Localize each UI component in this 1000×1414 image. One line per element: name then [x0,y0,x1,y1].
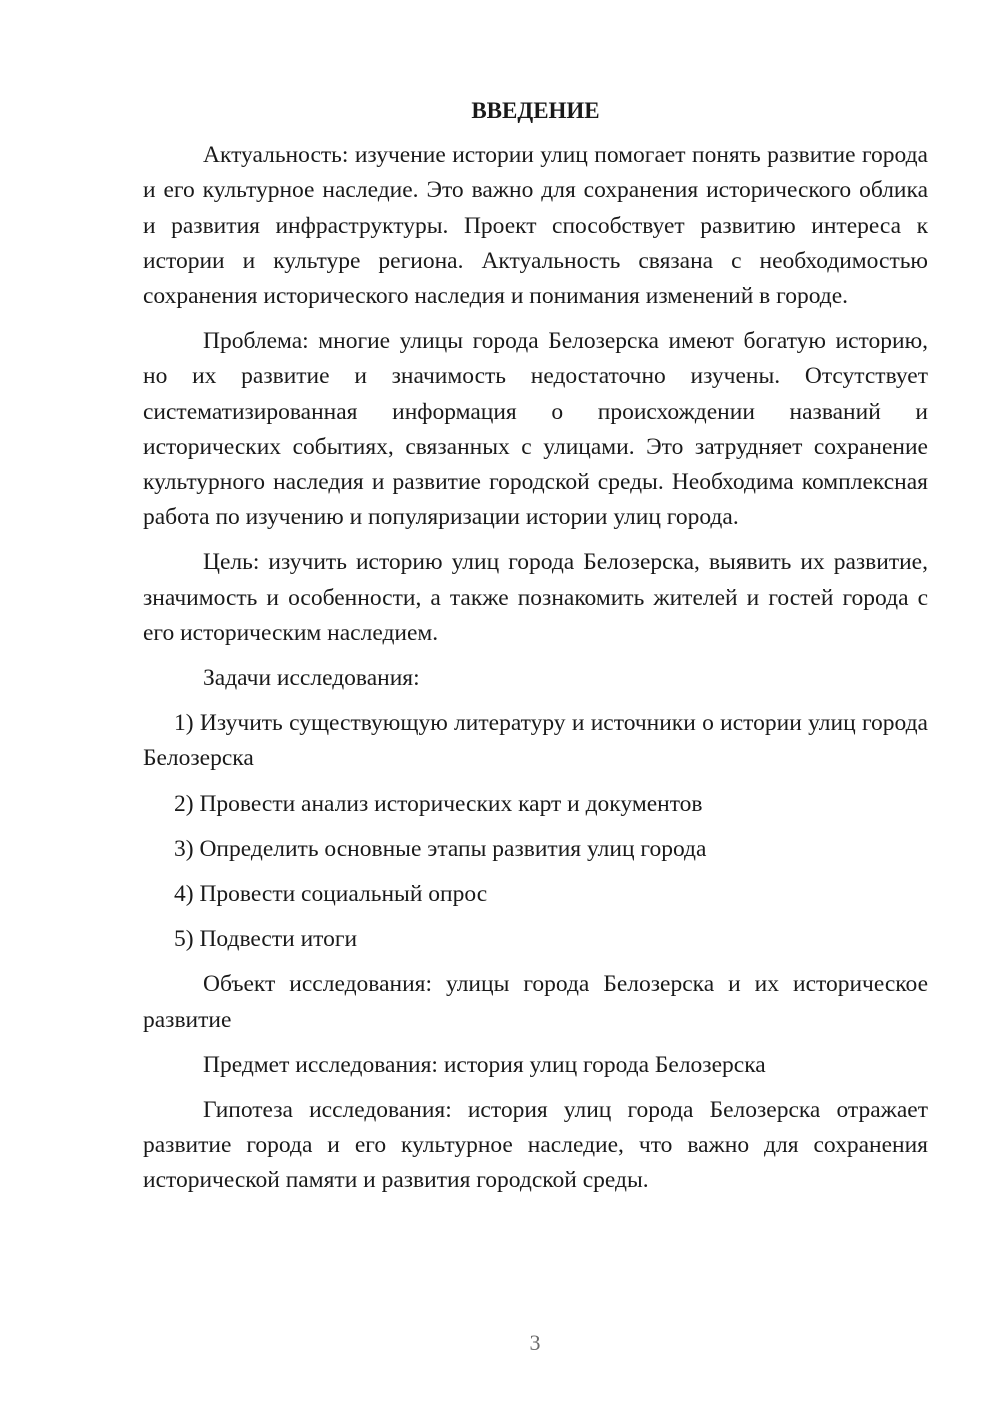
document-page [143,93,928,1209]
paragraph-goal: Цель: изучить историю улиц города Белозерска, выявить их развитие, значимость и особенности, а также познакомить жителей и гостей города с его историческим наследием. [143,549,928,646]
task-item-5: 5) Подвести итоги [174,926,358,953]
paragraph-subject: Предмет исследования: история улиц города Белозерска [203,1051,766,1078]
page-number: 3 [529,1330,541,1355]
paragraph-object: Объект исследования: улицы города Белозерска и их историческое развитие [143,971,928,1033]
task-item-2: 2) Провести анализ исторических карт и документов [174,790,703,817]
paragraph-hypothesis: Гипотеза исследования: история улиц города Белозерска отражает развитие города и его культурное наследие, что важно для сохранения исторической памяти и развития городской среды. [143,1097,928,1194]
paragraph-relevance: Актуальность: изучение истории улиц помогает понять развитие города и его культурное наследие. Это важно для сохранения исторического облика и развития инфраструктуры. Проект способствует развитию интереса к истории и культуре региона. Актуальность связана с необходимостью сохранения исторического наследия и понимания изменений в городе. [143,142,928,310]
paragraph-problem: Проблема: многие улицы города Белозерска имеют богатую историю, но их развитие и значимость недостаточно изучены. Отсутствует систематизированная информация о происхождении названий и исторических событиях, связанных с улицами. Это затрудняет сохранение культурного наследия и развитие городской среды. Необходима комплексная работа по изучению и популяризации истории улиц города. [143,328,928,531]
tasks-heading: Задачи исследования: [203,665,420,692]
task-item-3: 3) Определить основные этапы развития улиц города [174,835,707,862]
page-title: ВВЕДЕНИЕ [471,98,600,123]
task-item-4: 4) Провести социальный опрос [174,881,488,908]
task-item-1: 1) Изучить существующую литературу и источники о истории улиц города Белозерска [143,710,928,772]
